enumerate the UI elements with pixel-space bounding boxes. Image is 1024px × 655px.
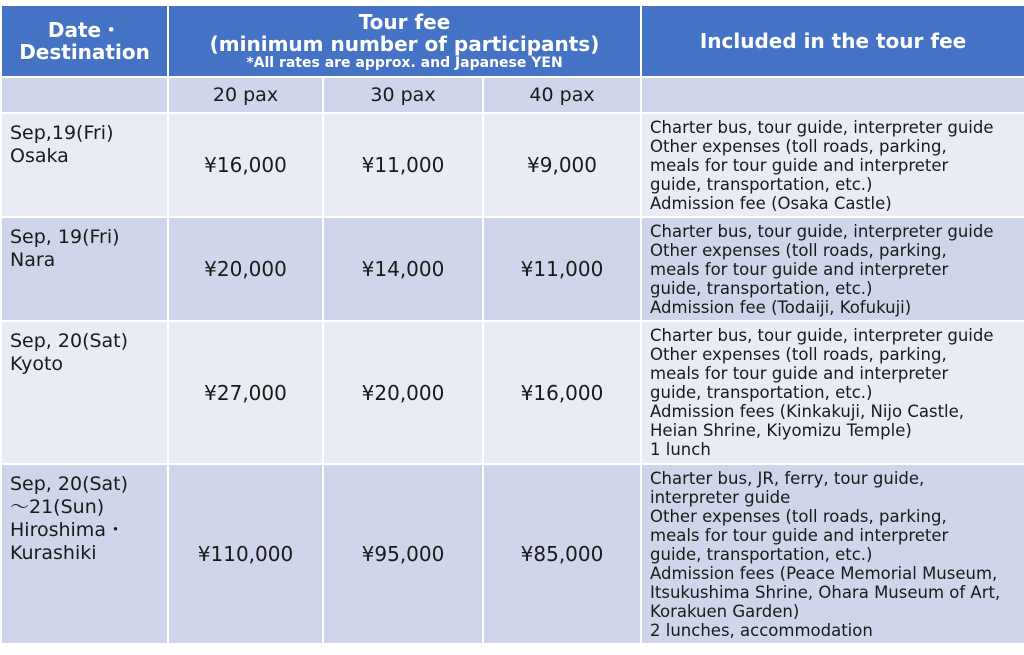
fee-30-pax: ¥14,000 <box>323 217 483 321</box>
included-cell: Charter bus, tour guide, interpreter guide Other expenses (toll roads, parking, meals for tour guide and interpreter guide, transportation, etc.) Admission fee (Osaka Castle) <box>641 113 1024 217</box>
fee-20-pax: ¥27,000 <box>168 321 323 464</box>
fee-40-pax: ¥16,000 <box>483 321 641 464</box>
table-row <box>1 113 1024 217</box>
included-cell: Charter bus, JR, ferry, tour guide, interpreter guide Other expenses (toll roads, parking, meals for tour guide and interpreter guide, transportation, etc.) Admission fees (Peace Memorial Museum, Itsukushima Shrine, Ohara Museum of Art, Korakuen Garden) 2 lunches, accommodation <box>641 464 1024 644</box>
fee-30-pax: ¥20,000 <box>323 321 483 464</box>
pax-20: 20 pax <box>168 77 323 113</box>
fee-20-pax: ¥110,000 <box>168 464 323 644</box>
fee-30-pax: ¥11,000 <box>323 113 483 217</box>
included-cell: Charter bus, tour guide, interpreter guide Other expenses (toll roads, parking, meals for tour guide and interpreter guide, transportation, etc.) Admission fees (Kinkakuji, Nijo Castle, Heian Shrine, Kiyomizu Temple) 1 lunch <box>641 321 1024 464</box>
date-destination-cell: Sep, 20(Sat) Kyoto <box>1 321 168 464</box>
header-row <box>1 5 1024 77</box>
fee-20-pax: ¥16,000 <box>168 113 323 217</box>
date-destination-cell: Sep,19(Fri) Osaka <box>1 113 168 217</box>
date-destination-cell: Sep, 19(Fri) Nara <box>1 217 168 321</box>
header-included: Included in the tour fee <box>641 5 1024 77</box>
pax-40: 40 pax <box>483 77 641 113</box>
pax-empty-cell <box>641 77 1024 113</box>
tour-fee-table <box>0 4 1024 645</box>
rates-note: *All rates are approx. and Japanese YEN <box>246 55 563 71</box>
pax-30: 30 pax <box>323 77 483 113</box>
table-row <box>1 321 1024 464</box>
table-row <box>1 217 1024 321</box>
header-date-destination: Date・ Destination <box>1 5 168 77</box>
fee-20-pax: ¥20,000 <box>168 217 323 321</box>
header-tour-fee: Tour fee (minimum number of participants) *All rates are approx. and Japanese YEN <box>168 5 641 77</box>
date-destination-cell: Sep, 20(Sat) ～21(Sun) Hiroshima・ Kurashiki <box>1 464 168 644</box>
table-row <box>1 464 1024 644</box>
included-cell: Charter bus, tour guide, interpreter guide Other expenses (toll roads, parking, meals for tour guide and interpreter guide, transportation, etc.) Admission fee (Todaiji, Kofukuji) <box>641 217 1024 321</box>
fee-40-pax: ¥11,000 <box>483 217 641 321</box>
fee-40-pax: ¥85,000 <box>483 464 641 644</box>
pax-row <box>1 77 1024 113</box>
fee-30-pax: ¥95,000 <box>323 464 483 644</box>
pax-empty-cell <box>1 77 168 113</box>
fee-40-pax: ¥9,000 <box>483 113 641 217</box>
